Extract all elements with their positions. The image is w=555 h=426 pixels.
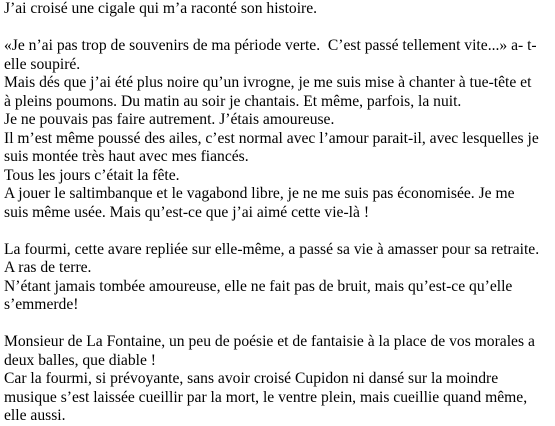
text-line: Mais dés que j’ai été plus noire qu’un ivrogne, je me suis mise à chanter à tue-tête et <box>4 74 532 91</box>
text-line: A jouer le saltimbanque et le vagabond libre, je ne me suis pas économisée. Je me <box>4 185 515 202</box>
text-line: Il m’est même poussé des ailes, c’est normal avec l’amour parait-il, avec lesquelles je <box>4 129 539 147</box>
text-line: deux balles, que diable ! <box>4 351 156 369</box>
paragraph-ant <box>4 241 552 315</box>
paragraph-spacer <box>4 222 552 241</box>
paragraph-intro <box>4 0 552 19</box>
text-line: Je ne pouvais pas faire autrement. J’étais amoureuse. <box>4 111 335 128</box>
document-body <box>4 0 552 426</box>
text-line: A ras de terre. <box>4 259 92 276</box>
text-line: Monsieur de La Fontaine, un peu de poésie et de fantaisie à la place de vos morales a <box>4 333 535 350</box>
paragraph-la-fontaine <box>4 333 552 426</box>
text-line: suis montée très haut avec mes fiancés. <box>4 148 249 165</box>
text-line: «Je n’ai pas trop de souvenirs de ma période verte. C’est passé tellement vite...» a- t- <box>4 37 537 54</box>
text-line: Tous les jours c’était la fête. <box>4 166 180 184</box>
text-line: elle soupiré. <box>4 55 81 73</box>
text-line: N’étant jamais tombée amoureuse, elle ne fait pas de bruit, mais qu’est-ce qu’elle <box>4 277 513 295</box>
paragraph-spacer <box>4 315 552 334</box>
text-line: J’ai croisé une cigale qui m’a raconté son histoire. <box>4 0 318 17</box>
text-line: La fourmi, cette avare repliée sur elle-même, a passé sa vie à amasser pour sa retraite. <box>4 240 540 258</box>
paragraph-cicada-story <box>4 37 552 222</box>
text-line: à pleins poumons. Du matin au soir je chantais. Et même, parfois, la nuit. <box>4 92 462 110</box>
text-line: Car la fourmi, si prévoyante, sans avoir croisé Cupidon ni dansé sur la moindre <box>4 370 499 387</box>
paragraph-spacer <box>4 19 552 38</box>
text-line: suis même usée. Mais qu’est-ce que j’ai aimé cette vie-là ! <box>4 203 370 221</box>
text-line: musique s’est laissée cueillir par la mort, le ventre plein, mais cueillie quand même, <box>4 388 528 406</box>
text-line: s’emmerde! <box>4 296 79 313</box>
text-line: elle aussi. <box>4 407 66 424</box>
